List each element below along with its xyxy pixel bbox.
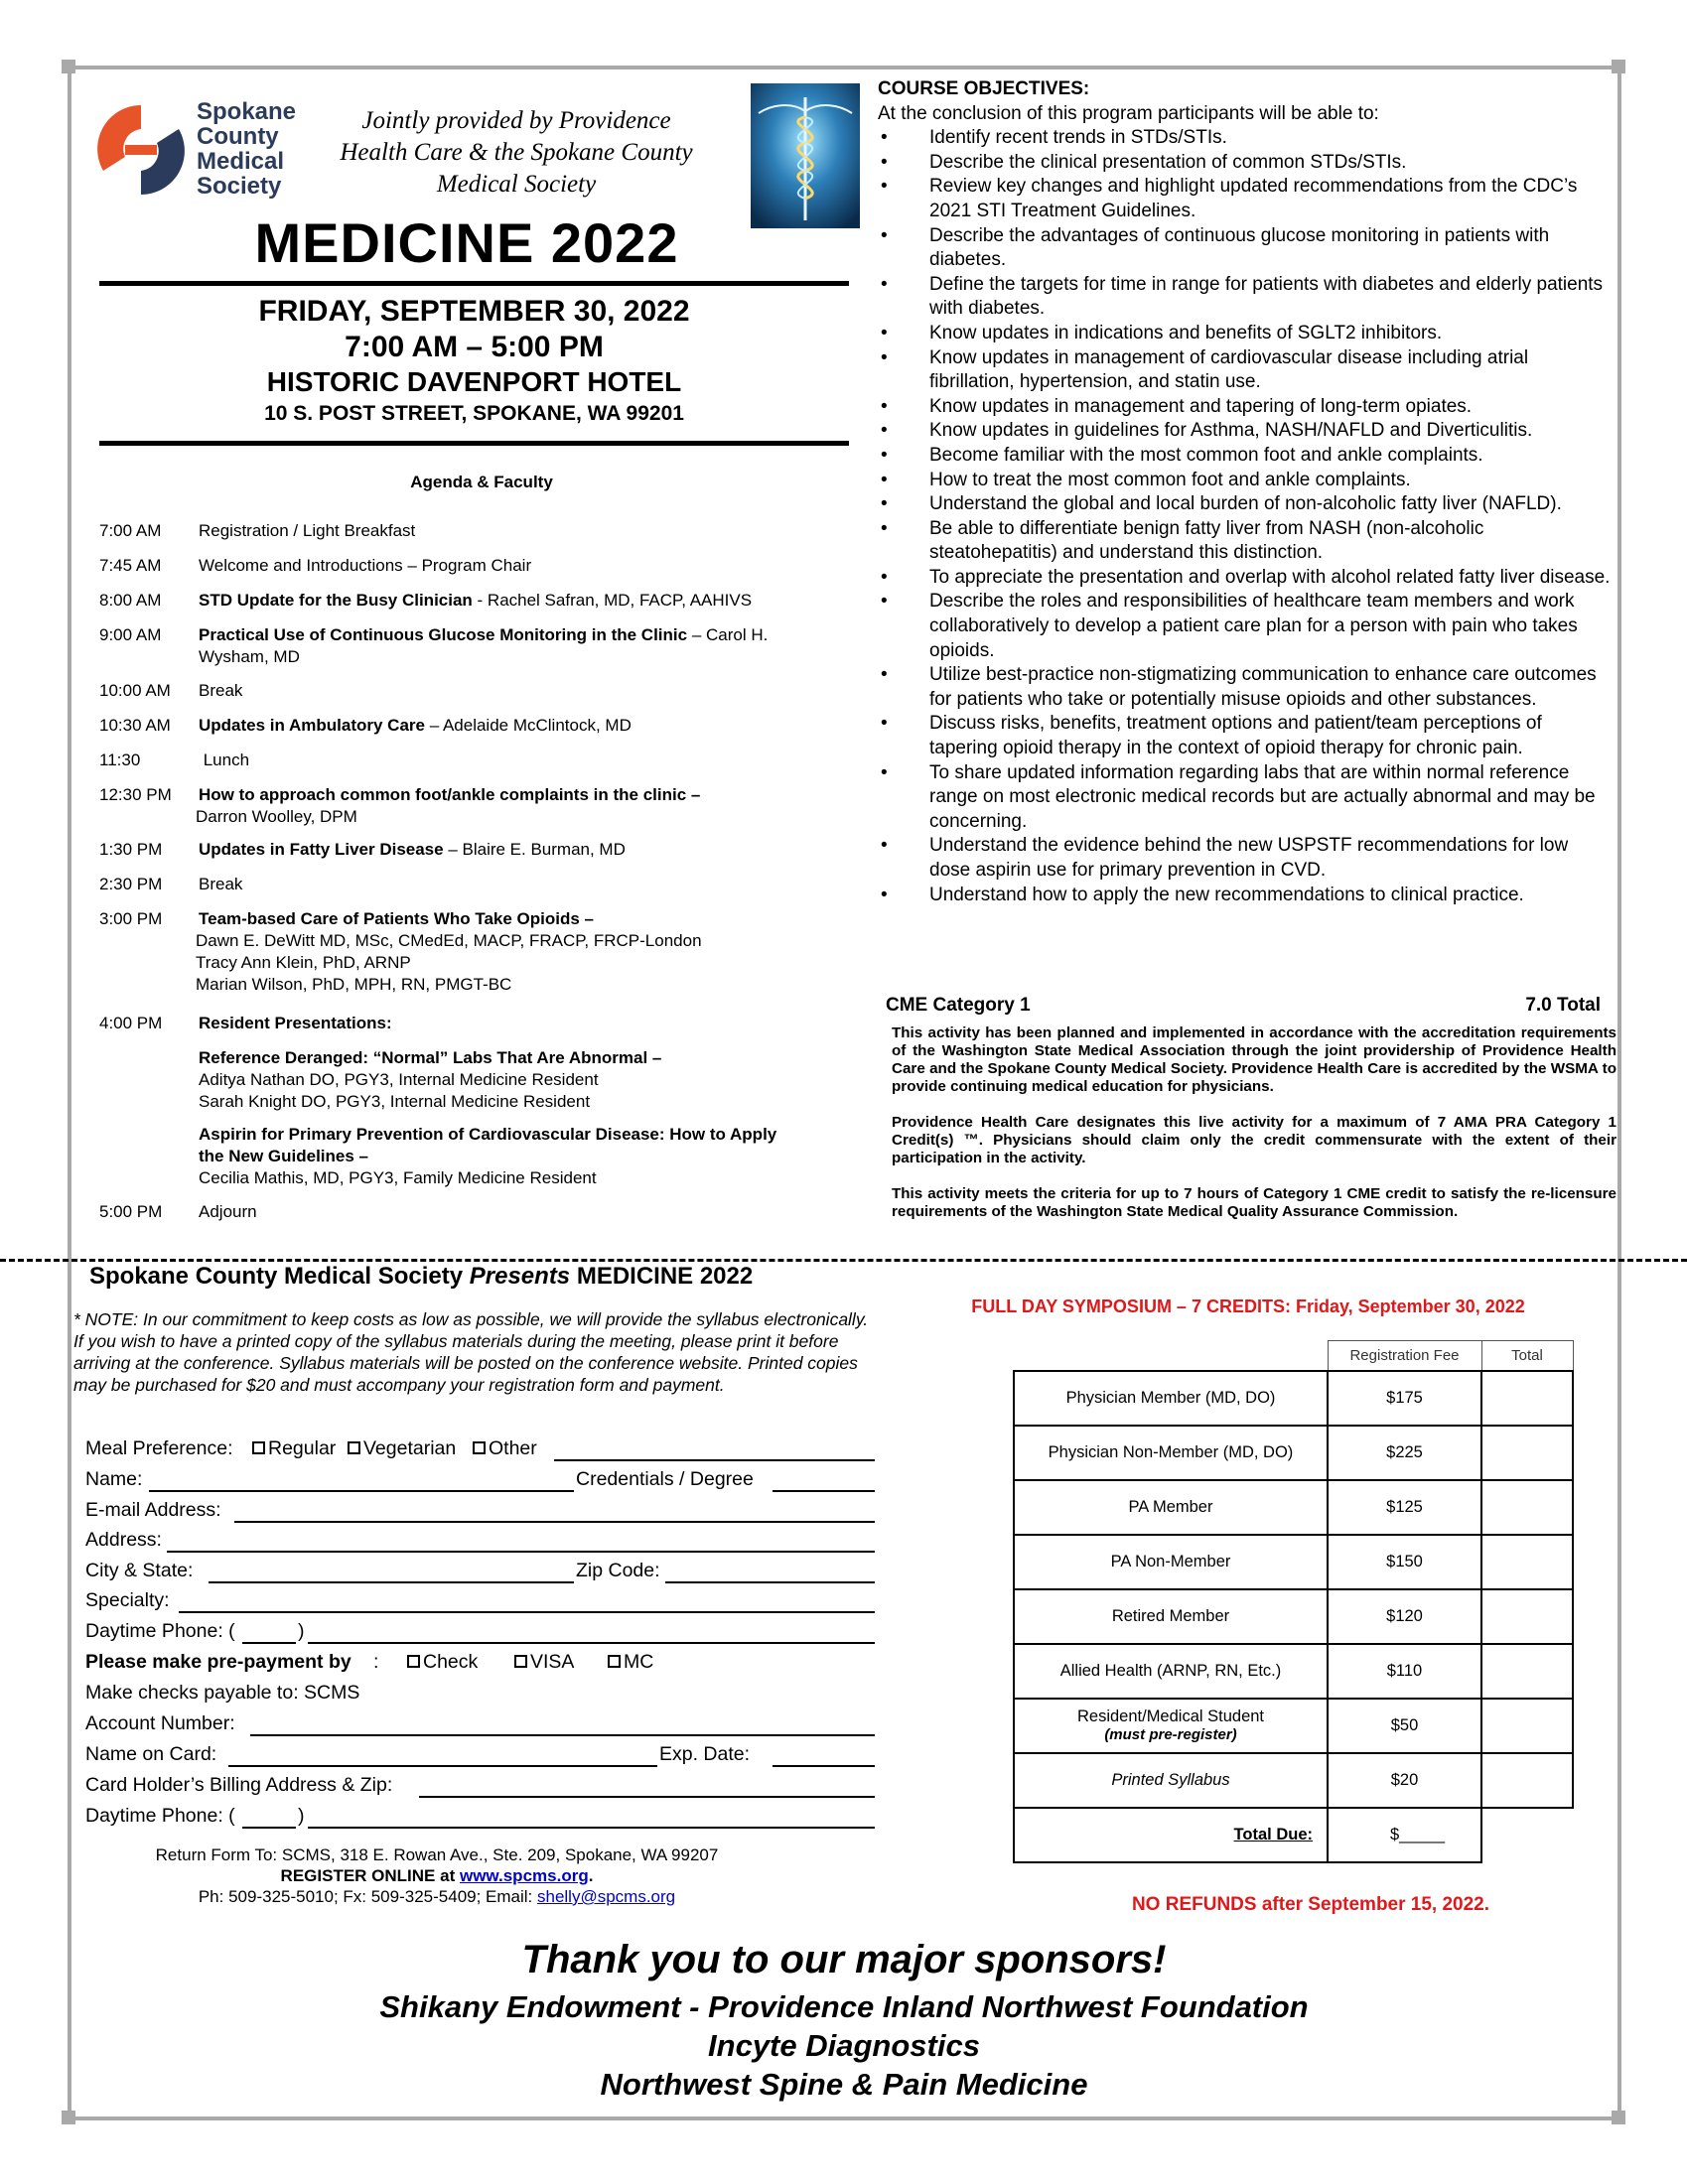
- fee-total-cell[interactable]: [1481, 1644, 1573, 1699]
- contact-line: [99, 1886, 774, 1907]
- billing-address-field[interactable]: [419, 1796, 875, 1798]
- email-field[interactable]: [234, 1521, 875, 1523]
- email-link[interactable]: shelly@spcms.org: [537, 1887, 676, 1906]
- name-field[interactable]: [149, 1490, 574, 1492]
- return-info: [99, 1844, 774, 1907]
- option-label: Regular: [268, 1437, 337, 1459]
- agenda-text: [199, 680, 973, 702]
- sponsor-thanks: Thank you to our major sponsors!: [521, 1938, 1167, 1981]
- agenda-session-title: Updates in Fatty Liver Disease: [199, 840, 444, 859]
- fee-table-body: [1014, 1341, 1573, 1862]
- objective-item: • Utilize best-practice non-stigmatizing communication to enhance care outcomes for patients who take or potentially misuse opioids and other substances.: [878, 663, 1613, 712]
- syllabus-note: * NOTE: In our commitment to keep costs as low as possible, we will provide the syllabus electronically. If you wish to have a printed copy of the syllabus materials during the meeting, please print it before arriving at the conference. Syllabus materials will be posted on the conference website. Printed copies may be purchased for $20 and must accompany your registration form and payment.: [73, 1309, 869, 1395]
- agenda-heading: Agenda & Faculty: [410, 473, 553, 491]
- agenda-session-title: How to approach common foot/ankle complaints in the clinic –: [199, 785, 701, 804]
- frame-corner: [62, 60, 75, 73]
- prepayment-colon: :: [373, 1651, 379, 1673]
- fee-category-label: Physician Non-Member (MD, DO): [1048, 1442, 1294, 1461]
- agenda-line: [199, 624, 973, 646]
- account-label: Account Number:: [85, 1712, 235, 1734]
- agenda-line: Aditya Nathan DO, PGY3, Internal Medicine Resident: [199, 1070, 599, 1089]
- card-name-field[interactable]: [228, 1765, 657, 1767]
- zip-field[interactable]: [665, 1581, 875, 1583]
- title-rule: [99, 281, 849, 286]
- fee-category-label: Retired Member: [1111, 1606, 1230, 1625]
- agenda-line: [199, 520, 973, 542]
- details-rule: [99, 441, 849, 446]
- agenda-time: 12:30 PM: [99, 785, 172, 804]
- agenda-line: [199, 874, 973, 895]
- specialty-row: [85, 1589, 875, 1617]
- agenda-detail: Registration / Light Breakfast: [199, 521, 416, 540]
- agenda-line: [199, 784, 973, 806]
- fee-row: [1014, 1753, 1573, 1808]
- fee-table-header: [1014, 1341, 1573, 1371]
- joint-provider-text: [298, 105, 735, 201]
- agenda-line: Marian Wilson, PhD, MPH, RN, PMGT-BC: [196, 975, 512, 994]
- objective-item: • Discuss risks, benefits, treatment options and patient/team perceptions of tapering opioid therapy in the context of opioid therapy for chronic pain.: [878, 712, 1613, 760]
- fee-category-label: Allied Health (ARNP, RN, Etc.): [1059, 1661, 1282, 1680]
- frame-left: [68, 66, 71, 2120]
- billing-row: [85, 1774, 875, 1802]
- header-fee: Registration Fee: [1328, 1341, 1481, 1371]
- pay-option-check[interactable]: [407, 1651, 478, 1674]
- cme-paragraph: Providence Health Care designates this live activity for a maximum of 7 AMA PRA Category 1 Credit(s) ™. Physicians should claim only the credit commensurate with the extent of their participation in the activity.: [892, 1114, 1617, 1166]
- agenda-time: 4:00 PM: [99, 1014, 163, 1032]
- fee-category-label: PA Non-Member: [1110, 1552, 1231, 1570]
- agenda-detail: Adjourn: [199, 1202, 257, 1221]
- agenda-time: 8:00 AM: [99, 591, 162, 610]
- meal-option-regular[interactable]: [252, 1437, 336, 1460]
- fee-total-cell[interactable]: [1481, 1699, 1573, 1753]
- objective-item: • To appreciate the presentation and overlap with alcohol related fatty liver disease.: [878, 566, 1613, 591]
- cme-paragraph: This activity meets the criteria for up to 7 hours of Category 1 CME credit to satisfy the re-licensure requirements of the Washington State Medical Quality Assurance Commission.: [892, 1185, 1617, 1220]
- fee-category: [1014, 1644, 1328, 1699]
- card-name-label: Name on Card:: [85, 1743, 217, 1765]
- objective-item: • Be able to differentiate benign fatty liver from NASH (non-alcoholic steatohepatitis) and understand this distinction.: [878, 517, 1613, 566]
- agenda-session-title: Resident Presentations:: [199, 1014, 392, 1032]
- objective-item: • How to treat the most common foot and ankle complaints.: [878, 469, 1613, 493]
- checkbox-icon[interactable]: [514, 1655, 527, 1668]
- phone2-row: [85, 1805, 875, 1833]
- checkbox-icon[interactable]: [473, 1441, 486, 1454]
- address-field[interactable]: [167, 1551, 875, 1553]
- phone-field[interactable]: [308, 1642, 875, 1644]
- objective-item: • Understand how to apply the new recommendations to clinical practice.: [878, 884, 1613, 908]
- fee-total-cell[interactable]: [1481, 1753, 1573, 1808]
- total-due-row: [1014, 1808, 1573, 1862]
- city-state-field[interactable]: [209, 1581, 574, 1583]
- course-objectives: [878, 77, 1613, 907]
- logo-text: [197, 99, 296, 199]
- agenda-line: [199, 839, 973, 861]
- fee-total-cell[interactable]: [1481, 1480, 1573, 1535]
- fee-row: [1014, 1699, 1573, 1753]
- contact-numbers: Ph: 509-325-5010; Fx: 509-325-5409; Email:: [198, 1887, 537, 1906]
- agenda-line: Tracy Ann Klein, PhD, ARNP: [196, 953, 411, 972]
- agenda-text: [199, 874, 973, 895]
- pay-option-visa[interactable]: [514, 1651, 574, 1674]
- sponsor-name: Northwest Spine & Pain Medicine: [600, 2067, 1088, 2102]
- option-label: Other: [489, 1437, 537, 1459]
- agenda-session-title: Team-based Care of Patients Who Take Opioids –: [199, 909, 595, 928]
- fee-row: [1014, 1480, 1573, 1535]
- sponsor-name: Shikany Endowment - Providence Inland Northwest Foundation: [379, 1989, 1309, 2024]
- frame-top: [68, 66, 1621, 69]
- frame-bottom: [68, 2116, 1621, 2120]
- area-code-field[interactable]: [242, 1642, 296, 1644]
- registration-title: [89, 1263, 884, 1291]
- return-address: Return Form To: SCMS, 318 E. Rowan Ave., Ste. 209, Spokane, WA 99207: [155, 1845, 719, 1864]
- agenda-time: 9:00 AM: [99, 625, 162, 644]
- objective-item: • Review key changes and highlight updated recommendations from the CDC’s 2021 STI Treatment Guidelines.: [878, 175, 1613, 223]
- agenda-text: [199, 590, 973, 612]
- cme-paragraph: This activity has been planned and implemented in accordance with the accreditation requirements of the Washington State Medical Association through the joint providership of Providence Health Care and the Spokane County Medical Society. Providence Health Care is accredited by the WSMA to provide continuing medical education for physicians.: [892, 1024, 1617, 1095]
- agenda-text: [199, 520, 973, 542]
- fee-category: [1014, 1535, 1328, 1589]
- objective-item: • Describe the advantages of continuous glucose monitoring in patients with diabetes.: [878, 224, 1613, 273]
- registration-title-part: Spokane County Medical Society: [89, 1263, 470, 1290]
- objective-item: • Become familiar with the most common foot and ankle complaints.: [878, 444, 1613, 469]
- agenda-time: 10:30 AM: [99, 716, 171, 735]
- symposium-heading: FULL DAY SYMPOSIUM – 7 CREDITS: Friday, September 30, 2022: [971, 1297, 1525, 1316]
- fee-table: [1013, 1340, 1574, 1863]
- agenda-session-title: STD Update for the Busy Clinician: [199, 591, 473, 610]
- fee-total-cell[interactable]: [1481, 1371, 1573, 1426]
- header-blank: [1014, 1341, 1328, 1371]
- meal-other-field[interactable]: [554, 1459, 875, 1461]
- area-code2-field[interactable]: [242, 1827, 296, 1829]
- agenda-session-title: Aspirin for Primary Prevention of Cardiovascular Disease: How to Apply: [199, 1125, 777, 1144]
- phone-row: [85, 1620, 875, 1648]
- agenda-detail: Break: [199, 681, 243, 700]
- fee-category-label: Resident/Medical Student: [1076, 1707, 1265, 1725]
- agenda-text: [199, 624, 973, 668]
- fee-amount: $125: [1328, 1480, 1481, 1535]
- agenda-line: [199, 1013, 973, 1034]
- account-row: [85, 1712, 875, 1740]
- no-refunds-notice: NO REFUNDS after September 15, 2022.: [1131, 1894, 1490, 1915]
- credentials-field[interactable]: [773, 1490, 875, 1492]
- agenda-line: [199, 680, 973, 702]
- fee-amount: $50: [1328, 1699, 1481, 1753]
- card-name-row: [85, 1743, 875, 1771]
- frame-corner: [1612, 60, 1625, 73]
- email-label: E-mail Address:: [85, 1499, 221, 1521]
- agenda-line: Sarah Knight DO, PGY3, Internal Medicine Resident: [199, 1092, 591, 1111]
- event-details: [99, 294, 849, 429]
- credentials-label: Credentials / Degree: [576, 1468, 754, 1490]
- zip-label: Zip Code:: [576, 1560, 660, 1581]
- fee-amount: $150: [1328, 1535, 1481, 1589]
- objectives-intro: At the conclusion of this program participants will be able to:: [878, 102, 1379, 124]
- event-venue: HISTORIC DAVENPORT HOTEL: [266, 366, 682, 397]
- specialty-field[interactable]: [179, 1611, 875, 1613]
- address-row: [85, 1529, 875, 1557]
- agenda-time: 1:30 PM: [99, 840, 163, 859]
- agenda-time: 3:00 PM: [99, 909, 163, 928]
- agenda-text: [199, 839, 973, 861]
- agenda-line: [199, 1124, 973, 1146]
- agenda-text: [199, 1047, 973, 1113]
- objectives-list: [878, 126, 1613, 907]
- cut-line: [0, 1259, 1687, 1262]
- objectives-heading: COURSE OBJECTIVES:: [878, 78, 1090, 99]
- agenda-session-title: Reference Deranged: “Normal” Labs That Are Abnormal –: [199, 1048, 662, 1067]
- meal-option-vegetarian[interactable]: [348, 1437, 456, 1460]
- logo-line: County: [197, 123, 279, 150]
- agenda-time: 5:00 PM: [99, 1202, 163, 1221]
- joint-line: Jointly provided by Providence: [361, 107, 671, 134]
- fee-category: [1014, 1371, 1328, 1426]
- joint-line: Medical Society: [436, 171, 597, 198]
- sponsor-name: Incyte Diagnostics: [708, 2028, 980, 2063]
- pay-option-mc[interactable]: [608, 1651, 653, 1674]
- phone-label: Daytime Phone: (: [85, 1620, 235, 1642]
- agenda-detail: – Adelaide McClintock, MD: [424, 716, 632, 735]
- cme-total: 7.0 Total: [1525, 995, 1601, 1016]
- fee-amount: $120: [1328, 1589, 1481, 1644]
- phone2-field[interactable]: [308, 1827, 875, 1829]
- agenda-line: [199, 908, 973, 930]
- fee-category: [1014, 1589, 1328, 1644]
- register-online-line: [99, 1865, 774, 1886]
- agenda-line: [199, 590, 973, 612]
- objective-item: • Describe the clinical presentation of common STDs/STIs.: [878, 151, 1613, 176]
- agenda-text: [196, 784, 973, 828]
- checkbox-icon[interactable]: [348, 1441, 360, 1454]
- fee-total-cell[interactable]: [1481, 1535, 1573, 1589]
- objective-item: • Understand the global and local burden of non-alcoholic fatty liver (NAFLD).: [878, 492, 1613, 517]
- event-date: FRIDAY, SEPTEMBER 30, 2022: [258, 295, 690, 328]
- email-row: [85, 1499, 875, 1527]
- agenda-detail: – Carol H.: [687, 625, 769, 644]
- checks-payable-row: [85, 1682, 875, 1709]
- objective-item: • Describe the roles and responsibilities of healthcare team members and work collaboratively to develop a patient care plan for a person with pain who takes opioids.: [878, 590, 1613, 663]
- fee-total-cell[interactable]: [1481, 1589, 1573, 1644]
- website-link[interactable]: www.spcms.org: [459, 1866, 589, 1885]
- name-row: [85, 1468, 875, 1496]
- phone2-paren: ): [298, 1805, 305, 1827]
- checkbox-icon[interactable]: [608, 1655, 621, 1668]
- scms-logo-icon: [95, 101, 187, 199]
- agenda-time: 2:30 PM: [99, 875, 163, 893]
- frame-corner: [1612, 2111, 1625, 2124]
- total-due-label: Total Due:: [1014, 1808, 1328, 1862]
- agenda-line: Wysham, MD: [199, 647, 300, 666]
- objective-item: • Define the targets for time in range for patients with diabetes and elderly patients with diabetes.: [878, 273, 1613, 322]
- logo-line: Medical: [197, 148, 285, 175]
- agenda-detail: Lunch: [199, 751, 250, 769]
- exp-date-label: Exp. Date:: [659, 1743, 751, 1765]
- fee-row: [1014, 1426, 1573, 1480]
- fee-row: [1014, 1589, 1573, 1644]
- agenda-text: [199, 555, 973, 577]
- fee-total-cell[interactable]: [1481, 1426, 1573, 1480]
- logo-line: Society: [197, 173, 282, 200]
- caduceus-image: [751, 83, 860, 228]
- fee-amount: $20: [1328, 1753, 1481, 1808]
- option-label: Check: [423, 1651, 479, 1673]
- agenda-line: [199, 715, 973, 737]
- event-time: 7:00 AM – 5:00 PM: [345, 331, 604, 363]
- register-online-label: REGISTER ONLINE at: [280, 1866, 460, 1885]
- agenda-line: [199, 1201, 973, 1223]
- agenda-detail: - Rachel Safran, MD, FACP, AAHIVS: [472, 591, 753, 610]
- agenda-line: Darron Woolley, DPM: [196, 807, 357, 826]
- register-period: .: [588, 1866, 594, 1885]
- specialty-label: Specialty:: [85, 1589, 170, 1611]
- prepayment-label: Please make pre-payment by: [85, 1651, 351, 1673]
- city-label: City & State:: [85, 1560, 194, 1581]
- agenda-time: 10:00 AM: [99, 681, 171, 700]
- agenda-time: 7:45 AM: [99, 556, 162, 575]
- agenda-session-title: Updates in Ambulatory Care: [199, 716, 425, 735]
- objective-item: • Identify recent trends in STDs/STIs.: [878, 126, 1613, 151]
- checkbox-icon[interactable]: [407, 1655, 420, 1668]
- fee-category-label: PA Member: [1128, 1497, 1213, 1516]
- agenda-session-title: Practical Use of Continuous Glucose Monitoring in the Clinic: [199, 625, 688, 644]
- cme-category-header: [886, 995, 1601, 1017]
- agenda-text: [196, 908, 973, 996]
- exp-date-field[interactable]: [773, 1765, 875, 1767]
- account-number-field[interactable]: [250, 1734, 875, 1736]
- agenda-text: [199, 715, 973, 737]
- scms-logo: [95, 95, 306, 206]
- event-address: 10 S. POST STREET, SPOKANE, WA 99201: [264, 402, 684, 425]
- objective-item: • Know updates in indications and benefits of SGLT2 inhibitors.: [878, 322, 1613, 346]
- fee-row: [1014, 1535, 1573, 1589]
- agenda-text: [199, 750, 973, 771]
- header-total: Total: [1481, 1341, 1573, 1371]
- agenda-line: [199, 555, 973, 577]
- prepayment-row: [85, 1651, 875, 1679]
- fee-amount: $175: [1328, 1371, 1481, 1426]
- fee-amount: $225: [1328, 1426, 1481, 1480]
- agenda-detail: Break: [199, 875, 243, 893]
- meal-preference-row: [85, 1437, 875, 1465]
- frame-corner: [62, 2111, 75, 2124]
- phone-paren: ): [298, 1620, 305, 1642]
- option-label: VISA: [530, 1651, 575, 1673]
- city-row: [85, 1560, 875, 1587]
- agenda-line: Cecilia Mathis, MD, PGY3, Family Medicine Resident: [199, 1168, 597, 1187]
- meal-label: Meal Preference:: [85, 1437, 233, 1459]
- agenda-line: the New Guidelines –: [199, 1147, 368, 1165]
- fee-category-label: Physician Member (MD, DO): [1065, 1388, 1276, 1407]
- fee-row: [1014, 1644, 1573, 1699]
- fee-amount: $110: [1328, 1644, 1481, 1699]
- option-label: MC: [624, 1651, 654, 1673]
- agenda-line: [199, 750, 973, 771]
- agenda-text: [199, 1124, 973, 1189]
- joint-line: Health Care & the Spokane County: [340, 139, 693, 166]
- fee-category-label: Printed Syllabus: [1111, 1770, 1230, 1789]
- fee-row: [1014, 1371, 1573, 1426]
- objective-item: • To share updated information regarding labs that are within normal reference range on most electronic medical records but are actually abnormal and may be concerning.: [878, 761, 1613, 835]
- fee-category: [1014, 1699, 1328, 1753]
- registration-title-part: MEDICINE 2022: [570, 1263, 754, 1290]
- name-label: Name:: [85, 1468, 143, 1490]
- agenda-text: [199, 1201, 973, 1223]
- checks-payable-text: Make checks payable to: SCMS: [85, 1682, 360, 1704]
- agenda-line: [199, 1047, 973, 1069]
- agenda-detail: – Blaire E. Burman, MD: [443, 840, 626, 859]
- objective-item: • Understand the evidence behind the new USPSTF recommendations for low dose aspirin use for primary prevention in CVD.: [878, 834, 1613, 883]
- phone2-label: Daytime Phone: (: [85, 1805, 235, 1827]
- agenda-text: [199, 1013, 973, 1034]
- registration-title-part: Presents: [469, 1263, 571, 1290]
- meal-option-other[interactable]: [473, 1437, 537, 1460]
- cme-statement: [892, 1024, 1617, 1239]
- billing-label: Card Holder’s Billing Address & Zip:: [85, 1774, 393, 1796]
- total-due-value[interactable]: $_____: [1328, 1808, 1481, 1862]
- total-due-blank: [1481, 1808, 1573, 1862]
- cme-category: CME Category 1: [886, 995, 1031, 1016]
- event-title: MEDICINE 2022: [254, 211, 679, 274]
- agenda-detail: Welcome and Introductions – Program Chair: [199, 556, 532, 575]
- objective-item: • Know updates in management and tapering of long-term opiates.: [878, 395, 1613, 420]
- logo-line: Spokane: [197, 98, 297, 125]
- fee-category: [1014, 1753, 1328, 1808]
- agenda-time: 7:00 AM: [99, 521, 162, 540]
- agenda-line: Dawn E. DeWitt MD, MSc, CMedEd, MACP, FRACP, FRCP-London: [196, 931, 702, 950]
- address-label: Address:: [85, 1529, 162, 1551]
- checkbox-icon[interactable]: [252, 1441, 265, 1454]
- fee-category: [1014, 1426, 1328, 1480]
- agenda-time: 11:30: [99, 751, 141, 769]
- frame-right: [1617, 66, 1621, 2120]
- fee-category-note: (must pre-register): [1104, 1726, 1237, 1743]
- fee-category: [1014, 1480, 1328, 1535]
- objective-item: • Know updates in management of cardiovascular disease including atrial fibrillation, hypertension, and statin use.: [878, 346, 1613, 395]
- option-label: Vegetarian: [363, 1437, 457, 1459]
- objective-item: • Know updates in guidelines for Asthma, NASH/NAFLD and Diverticulitis.: [878, 419, 1613, 444]
